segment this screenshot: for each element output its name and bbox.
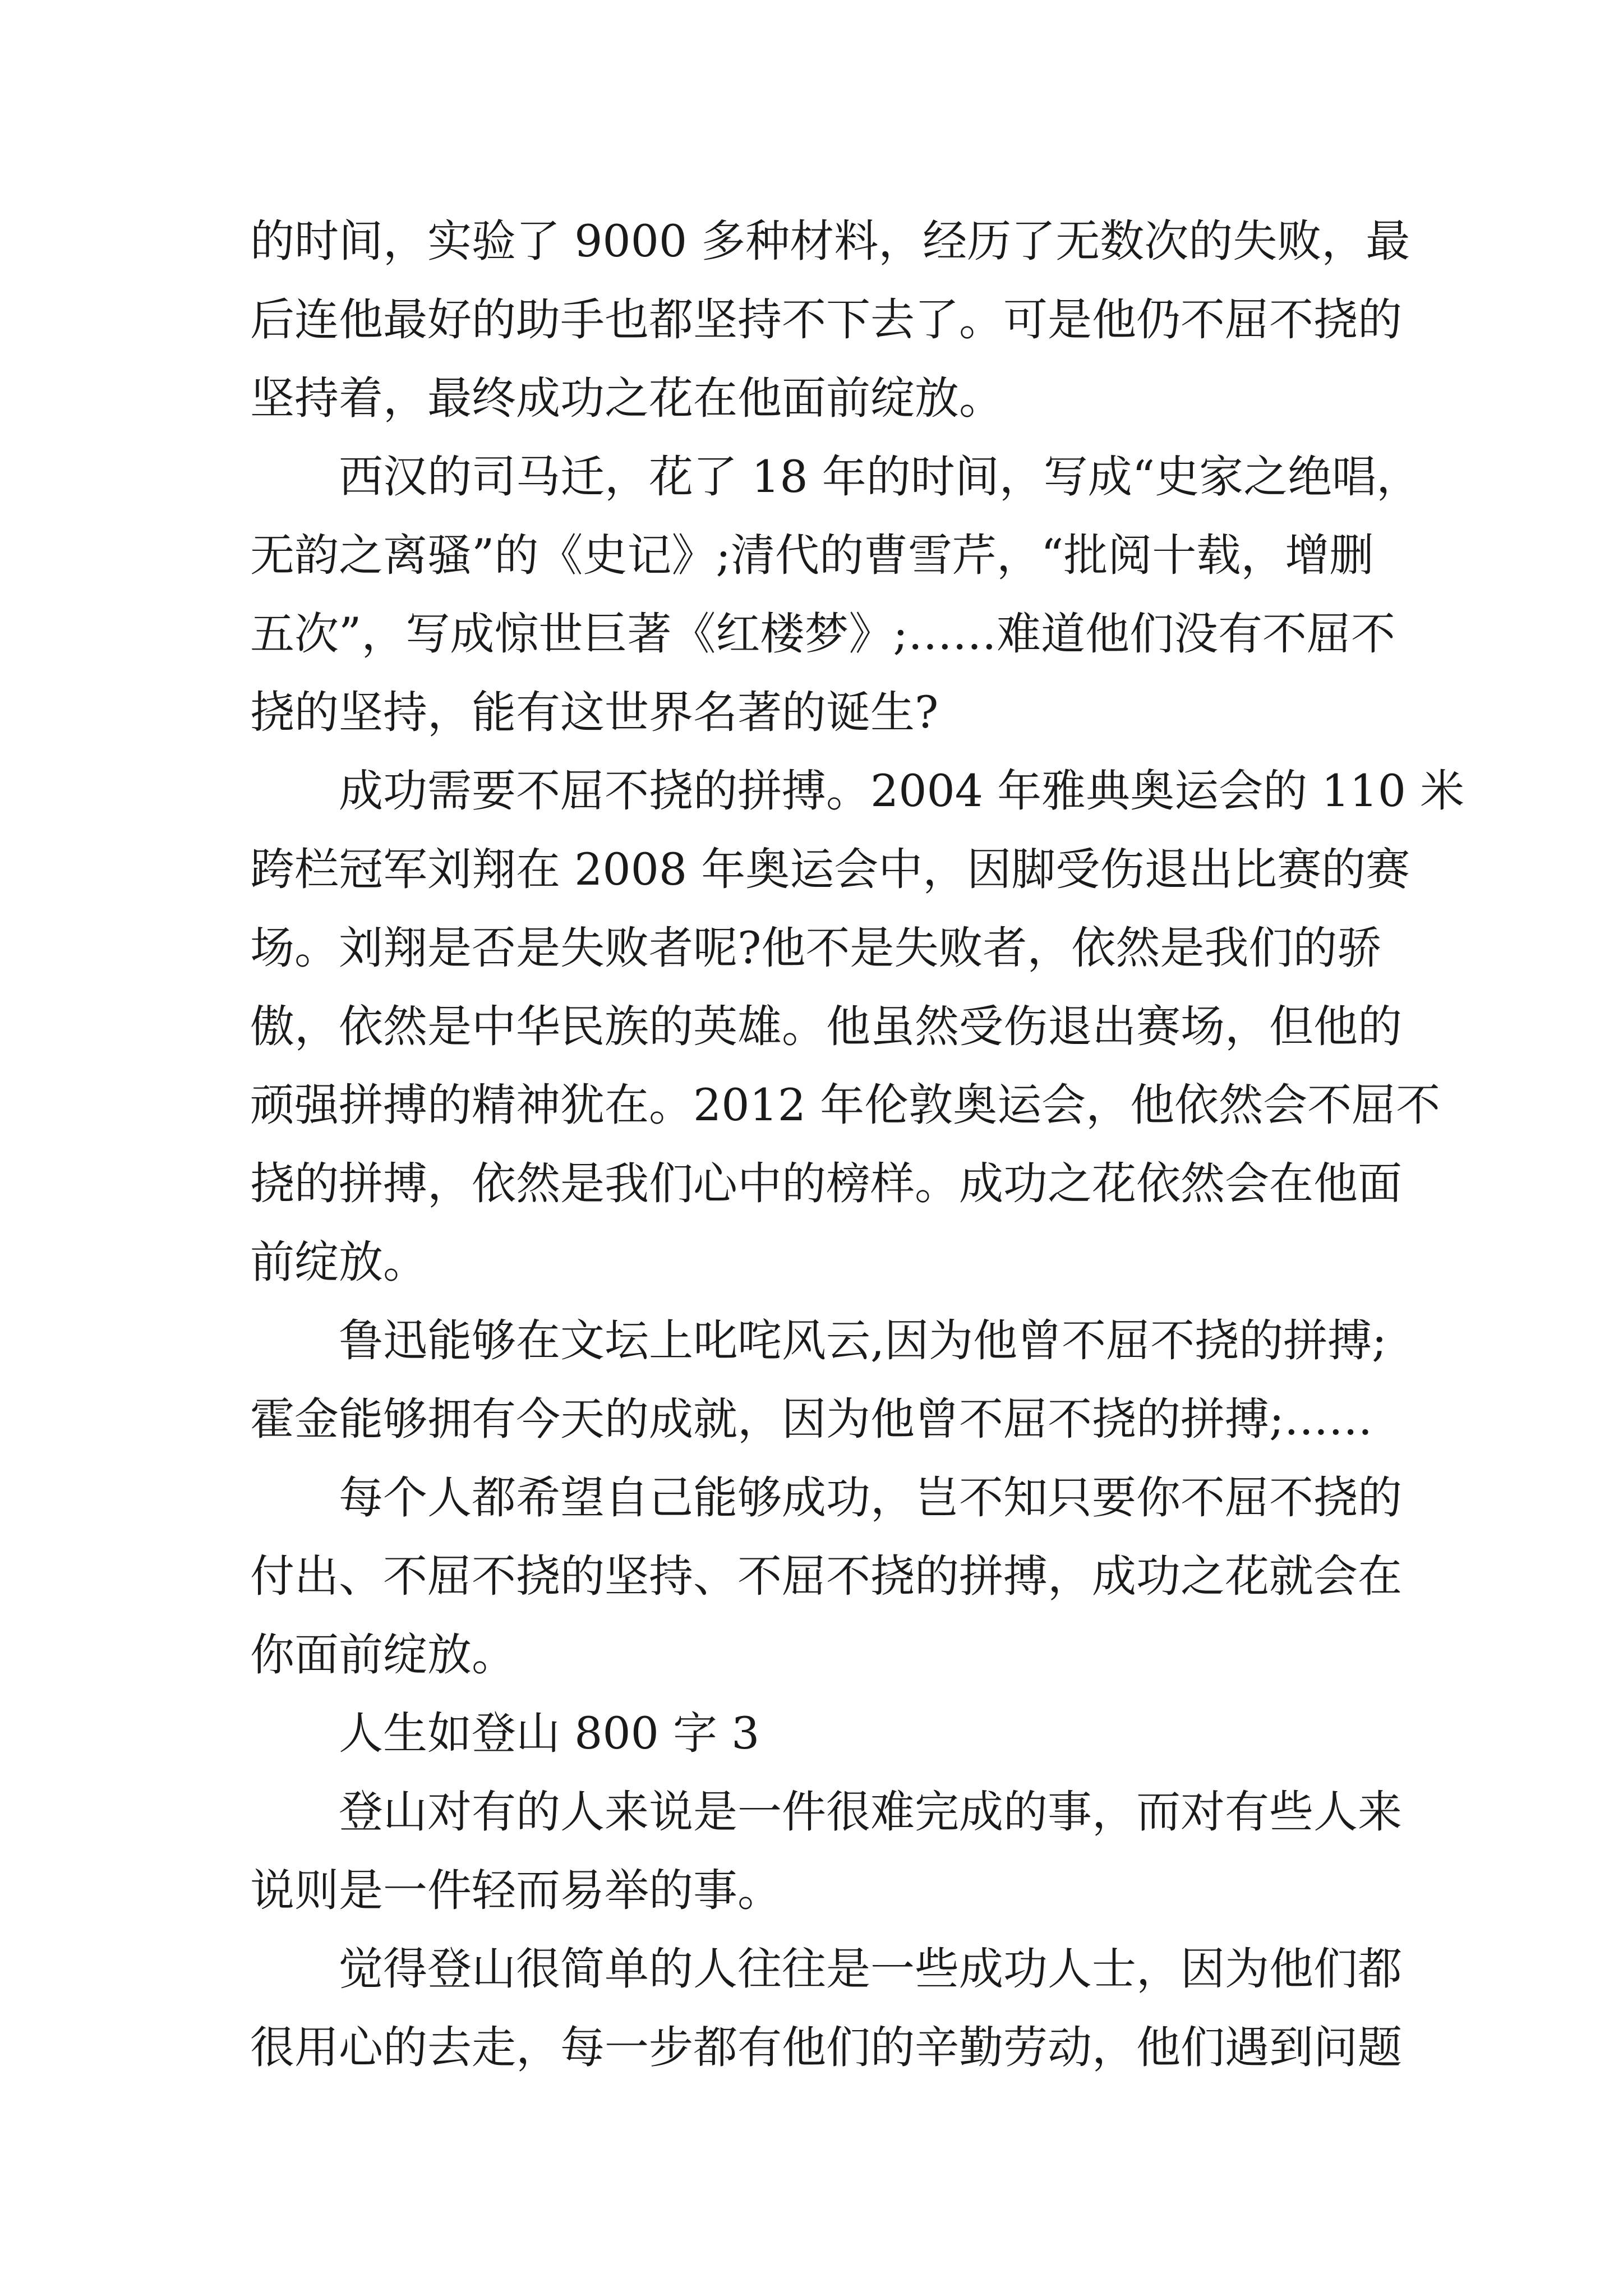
text-line: 登山对有的人来说是一件很难完成的事，而对有些人来 xyxy=(339,1786,1402,1838)
text-line: 鲁迅能够在文坛上叱咤风云,因为他曾不屈不挠的拼搏; xyxy=(339,1315,1387,1366)
text-line: 挠的坚持，能有这世界名著的诞生? xyxy=(250,687,939,738)
text-line: 无韵之离骚”的《史记》;清代的曹雪芹，“批阅十载，增删 xyxy=(250,530,1374,581)
paragraph-3 xyxy=(250,752,1465,1301)
paragraph-7 xyxy=(250,1773,1402,1930)
text-line: 跨栏冠军刘翔在 2008 年奥运会中，因脚受伤退出比赛的赛 xyxy=(250,844,1410,895)
text-line: 的时间，实验了 9000 多种材料，经历了无数次的失败，最 xyxy=(250,215,1410,267)
paragraph-4 xyxy=(250,1301,1387,1458)
text-line: 前绽放。 xyxy=(250,1236,427,1288)
section-heading xyxy=(250,1694,1383,1773)
body-text xyxy=(250,202,1465,2087)
text-line: 霍金能够拥有今天的成就，因为他曾不屈不挠的拼搏;…… xyxy=(250,1393,1373,1445)
paragraph-2 xyxy=(250,438,1421,752)
heading-text: 人生如登山 800 字 3 xyxy=(339,1708,760,1759)
text-line: 你面前绽放。 xyxy=(250,1629,516,1681)
paragraph-1 xyxy=(250,202,1410,438)
text-line: 付出、不屈不挠的坚持、不屈不挠的拼搏，成功之花就会在 xyxy=(250,1550,1402,1602)
text-line: 顽强拼搏的精神犹在。2012 年伦敦奥运会，他依然会不屈不 xyxy=(250,1079,1441,1131)
paragraph-8 xyxy=(250,1930,1402,2087)
text-line: 场。刘翔是否是失败者呢?他不是失败者，依然是我们的骄 xyxy=(250,922,1382,974)
text-line: 成功需要不屈不挠的拼搏。2004 年雅典奥运会的 110 米 xyxy=(339,765,1465,817)
text-line: 坚持着，最终成功之花在他面前绽放。 xyxy=(250,372,1003,424)
text-line: 很用心的去走，每一步都有他们的辛勤劳动，他们遇到问题 xyxy=(250,2022,1402,2073)
text-line: 说则是一件轻而易举的事。 xyxy=(250,1865,782,1916)
text-line: 后连他最好的助手也都坚持不下去了。可是他仍不屈不挠的 xyxy=(250,294,1402,346)
text-line: 挠的拼搏，依然是我们心中的榜样。成功之花依然会在他面 xyxy=(250,1158,1402,1209)
text-line: 每个人都希望自己能够成功，岂不知只要你不屈不挠的 xyxy=(339,1472,1402,1524)
text-line: 觉得登山很简单的人往往是一些成功人士，因为他们都 xyxy=(339,1943,1402,1995)
text-line: 傲，依然是中华民族的英雄。他虽然受伤退出赛场，但他的 xyxy=(250,1001,1402,1052)
paragraph-5 xyxy=(250,1458,1402,1694)
text-line: 五次”，写成惊世巨著《红楼梦》;……难道他们没有不屈不 xyxy=(250,608,1396,660)
text-line: 西汉的司马迁，花了 18 年的时间，写成“史家之绝唱， xyxy=(339,451,1421,503)
